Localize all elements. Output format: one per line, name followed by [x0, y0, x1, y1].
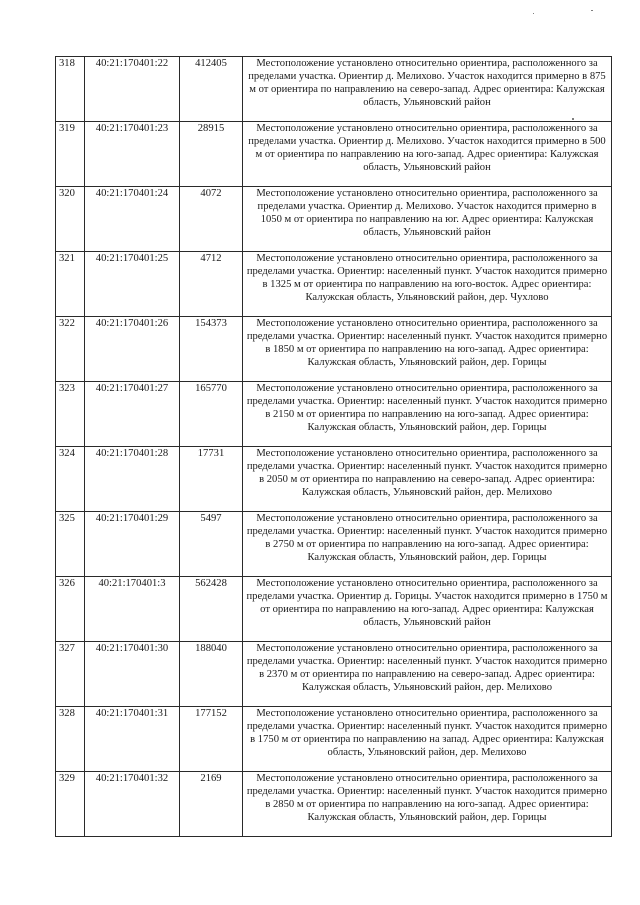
row-number-cell: 328	[56, 707, 85, 772]
area-cell: 2169	[180, 772, 243, 837]
row-number-cell: 327	[56, 642, 85, 707]
cadastral-number-cell: 40:21:170401:22	[85, 57, 180, 122]
area-cell: 177152	[180, 707, 243, 772]
scan-speck	[533, 13, 534, 14]
cadastral-number-cell: 40:21:170401:28	[85, 447, 180, 512]
table-row	[56, 317, 612, 382]
area-cell: 562428	[180, 577, 243, 642]
row-number-cell: 318	[56, 57, 85, 122]
location-description-cell: Местоположение установлено относительно ориентира, расположенного за пределами участка. Ориентир д. Мелихово. Участок находится примерно в 875 м от ориентира по направлению на северо-запад. Адрес ориентира: Калужская область, Ульяновский район	[243, 57, 612, 122]
area-cell: 4712	[180, 252, 243, 317]
table-row	[56, 122, 612, 187]
cadastral-number-cell: 40:21:170401:29	[85, 512, 180, 577]
table-row	[56, 642, 612, 707]
table-row	[56, 187, 612, 252]
location-description-cell: Местоположение установлено относительно ориентира, расположенного за пределами участка. Ориентир: населенный пункт. Участок находится примерно в 2050 м от ориентира по направлению на северо-запад. Адрес ориентира: Калужская область, Ульяновский район, дер. Мелихово	[243, 447, 612, 512]
land-plot-registry-table	[55, 56, 612, 837]
row-number-cell: 329	[56, 772, 85, 837]
area-cell: 5497	[180, 512, 243, 577]
location-description-cell: Местоположение установлено относительно ориентира, расположенного за пределами участка. Ориентир: населенный пункт. Участок находится примерно в 2370 м от ориентира по направлению на северо-запад. Адрес ориентира: Калужская область, Ульяновский район, дер. Мелихово	[243, 642, 612, 707]
table-row	[56, 707, 612, 772]
location-description-cell: Местоположение установлено относительно ориентира, расположенного за пределами участка. Ориентир: населенный пункт. Участок находится примерно в 1850 м от ориентира по направлению на юго-запад. Адрес ориентира: Калужская область, Ульяновский район, дер. Горицы	[243, 317, 612, 382]
table-row	[56, 577, 612, 642]
location-description-cell: Местоположение установлено относительно ориентира, расположенного за пределами участка. Ориентир: населенный пункт. Участок находится примерно в 1325 м от ориентира по направлению на юго-восток. Адрес ориентира: Калужская область, Ульяновский район, дер. Чухлово	[243, 252, 612, 317]
row-number-cell: 325	[56, 512, 85, 577]
area-cell: 154373	[180, 317, 243, 382]
cadastral-number-cell: 40:21:170401:27	[85, 382, 180, 447]
cadastral-number-cell: 40:21:170401:30	[85, 642, 180, 707]
registry-table-body	[56, 57, 612, 837]
scan-speck	[591, 10, 593, 11]
location-description-cell: Местоположение установлено относительно ориентира, расположенного за пределами участка. Ориентир д. Мелихово. Участок находится примерно в 500 м от ориентира по направлению на юго-запад. Адрес ориентира: Калужская область, Ульяновский район	[243, 122, 612, 187]
cadastral-number-cell: 40:21:170401:24	[85, 187, 180, 252]
table-row	[56, 772, 612, 837]
row-number-cell: 322	[56, 317, 85, 382]
row-number-cell: 324	[56, 447, 85, 512]
table-row	[56, 447, 612, 512]
cadastral-number-cell: 40:21:170401:23	[85, 122, 180, 187]
cadastral-number-cell: 40:21:170401:3	[85, 577, 180, 642]
location-description-cell: Местоположение установлено относительно ориентира, расположенного за пределами участка. Ориентир: населенный пункт. Участок находится примерно в 1750 м от ориентира по направлению на запад. Адрес ориентира: Калужская область, Ульяновский район, дер. Мелихово	[243, 707, 612, 772]
cadastral-number-cell: 40:21:170401:31	[85, 707, 180, 772]
location-description-cell: Местоположение установлено относительно ориентира, расположенного за пределами участка. Ориентир д. Горицы. Участок находится примерно в 1750 м от ориентира по направлению на юго-запад. Адрес ориентира: Калужская область, Ульяновский район	[243, 577, 612, 642]
cadastral-number-cell: 40:21:170401:32	[85, 772, 180, 837]
location-description-cell: Местоположение установлено относительно ориентира, расположенного за пределами участка. Ориентир: населенный пункт. Участок находится примерно в 2850 м от ориентира по направлению на юго-запад. Адрес ориентира: Калужская область, Ульяновский район, дер. Горицы	[243, 772, 612, 837]
area-cell: 188040	[180, 642, 243, 707]
area-cell: 165770	[180, 382, 243, 447]
row-number-cell: 321	[56, 252, 85, 317]
area-cell: 4072	[180, 187, 243, 252]
area-cell: 17731	[180, 447, 243, 512]
location-description-cell: Местоположение установлено относительно ориентира, расположенного за пределами участка. Ориентир: населенный пункт. Участок находится примерно в 2150 м от ориентира по направлению на юго-запад. Адрес ориентира: Калужская область, Ульяновский район, дер. Горицы	[243, 382, 612, 447]
row-number-cell: 320	[56, 187, 85, 252]
row-number-cell: 323	[56, 382, 85, 447]
area-cell: 28915	[180, 122, 243, 187]
row-number-cell: 319	[56, 122, 85, 187]
table-row	[56, 252, 612, 317]
location-description-cell: Местоположение установлено относительно ориентира, расположенного за пределами участка. Ориентир: населенный пункт. Участок находится примерно в 2750 м от ориентира по направлению на юго-запад. Адрес ориентира: Калужская область, Ульяновский район, дер. Горицы	[243, 512, 612, 577]
table-row	[56, 57, 612, 122]
cadastral-number-cell: 40:21:170401:25	[85, 252, 180, 317]
area-cell: 412405	[180, 57, 243, 122]
location-description-cell: Местоположение установлено относительно ориентира, расположенного за пределами участка. Ориентир д. Мелихово. Участок находится примерно в 1050 м от ориентира по направлению на юг. Адрес ориентира: Калужская область, Ульяновский район	[243, 187, 612, 252]
table-row	[56, 512, 612, 577]
table-row	[56, 382, 612, 447]
row-number-cell: 326	[56, 577, 85, 642]
scan-speck	[572, 118, 574, 120]
cadastral-number-cell: 40:21:170401:26	[85, 317, 180, 382]
